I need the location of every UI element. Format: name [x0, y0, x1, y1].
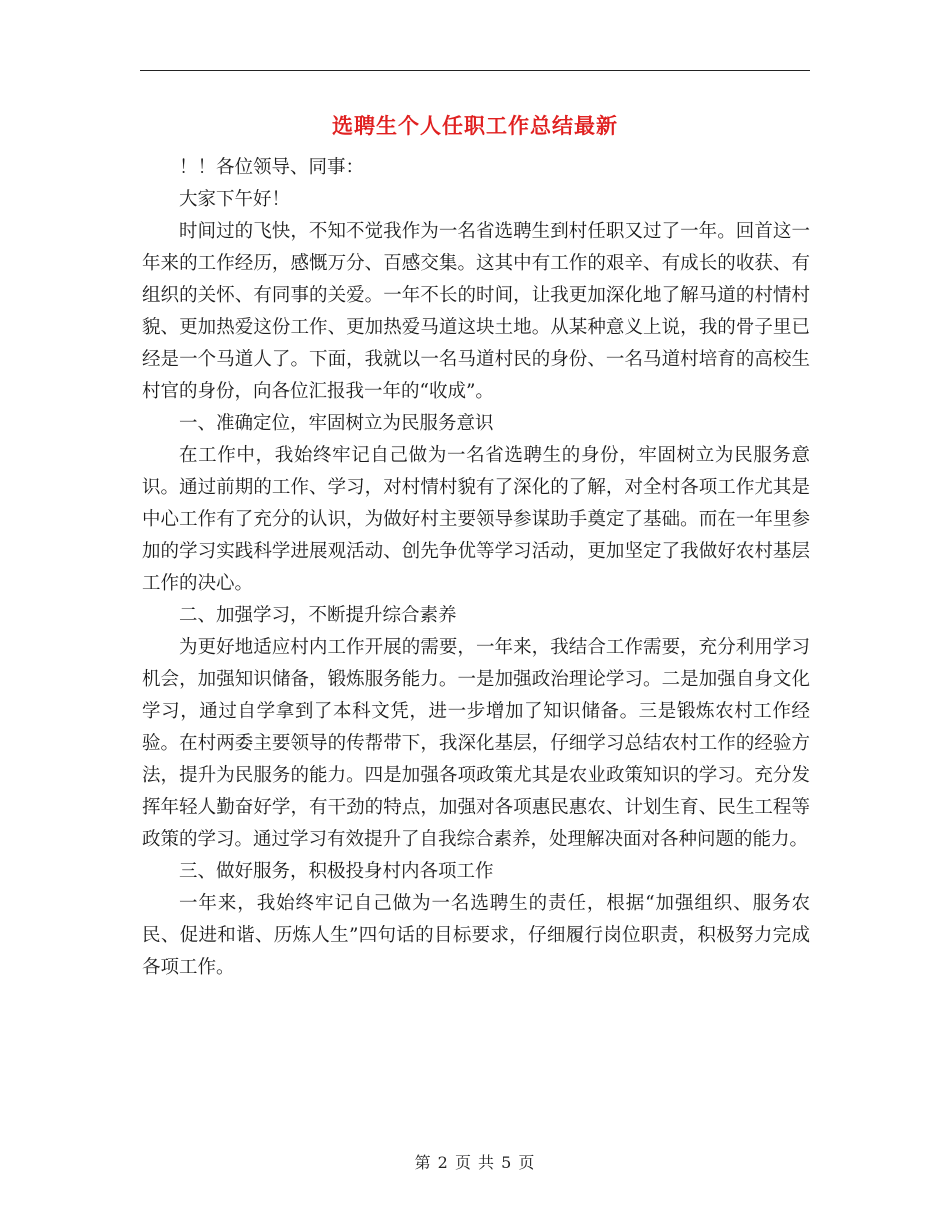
section-heading-3: 三、做好服务，积极投身村内各项工作	[179, 861, 494, 882]
intro-paragraph: 时间过的飞快，不知不觉我作为一名省选聘生到村任职又过了一年。回首这一年来的工作经历，感慨万分、百感交集。这其中有工作的艰辛、有成长的收获、有组织的关怀、有同事的关爱。一年不长的时间，让我更加深化地了解马道的村情村貌、更加热爱这份工作、更加热爱马道这块土地。从某种意义上说，我的骨子里已经是一个马道人了。下面，我就以一名马道村民的身份、一名马道村培育的高校生村官的身份，向各位汇报我一年的“收成”。	[142, 221, 810, 402]
document-title: 选聘生个人任职工作总结最新	[332, 113, 618, 138]
section-2-paragraph: 为更好地适应村内工作开展的需要，一年来，我结合工作需要，充分利用学习机会，加强知识储备，锻炼服务能力。一是加强政治理论学习。二是加强自身文化学习，通过自学拿到了本科文凭，进一步增加了知识储备。三是锻炼农村工作经验。在村两委主要领导的传帮带下，我深化基层，仔细学习总结农村工作的经验方法，提升为民服务的能力。四是加强各项政策尤其是农业政策知识的学习。充分发挥年轻人勤奋好学，有干劲的特点，加强对各项惠民惠农、计划生育、民生工程等政策的学习。通过学习有效提升了自我综合素养，处理解决面对各种问题的能力。	[142, 637, 810, 850]
page-number: 第 2 页 共 5 页	[414, 1153, 536, 1172]
section-1-paragraph: 在工作中，我始终牢记自己做为一名省选聘生的身份，牢固树立为民服务意识。通过前期的工作、学习，对村情村貌有了深化的了解，对全村各项工作尤其是中心工作有了充分的认识，为做好村主要领导参谋助手奠定了基础。而在一年里参加的学习实践科学进展观活动、创先争优等学习活动，更加坚定了我做好农村基层工作的决心。	[142, 445, 810, 594]
salutation: ！！各位领导、同事：	[179, 157, 365, 178]
section-heading-2: 二、加强学习，不断提升综合素养	[179, 605, 457, 626]
section-heading-1: 一、准确定位，牢固树立为民服务意识	[179, 413, 494, 434]
greeting: 大家下午好！	[179, 189, 291, 210]
document-body	[142, 152, 810, 984]
header-rule	[140, 70, 810, 71]
section-3-paragraph: 一年来，我始终牢记自己做为一名选聘生的责任，根据“加强组织、服务农民、促进和谐、历炼人生”四句话的目标要求，仔细履行岗位职责，积极努力完成各项工作。	[142, 893, 810, 978]
